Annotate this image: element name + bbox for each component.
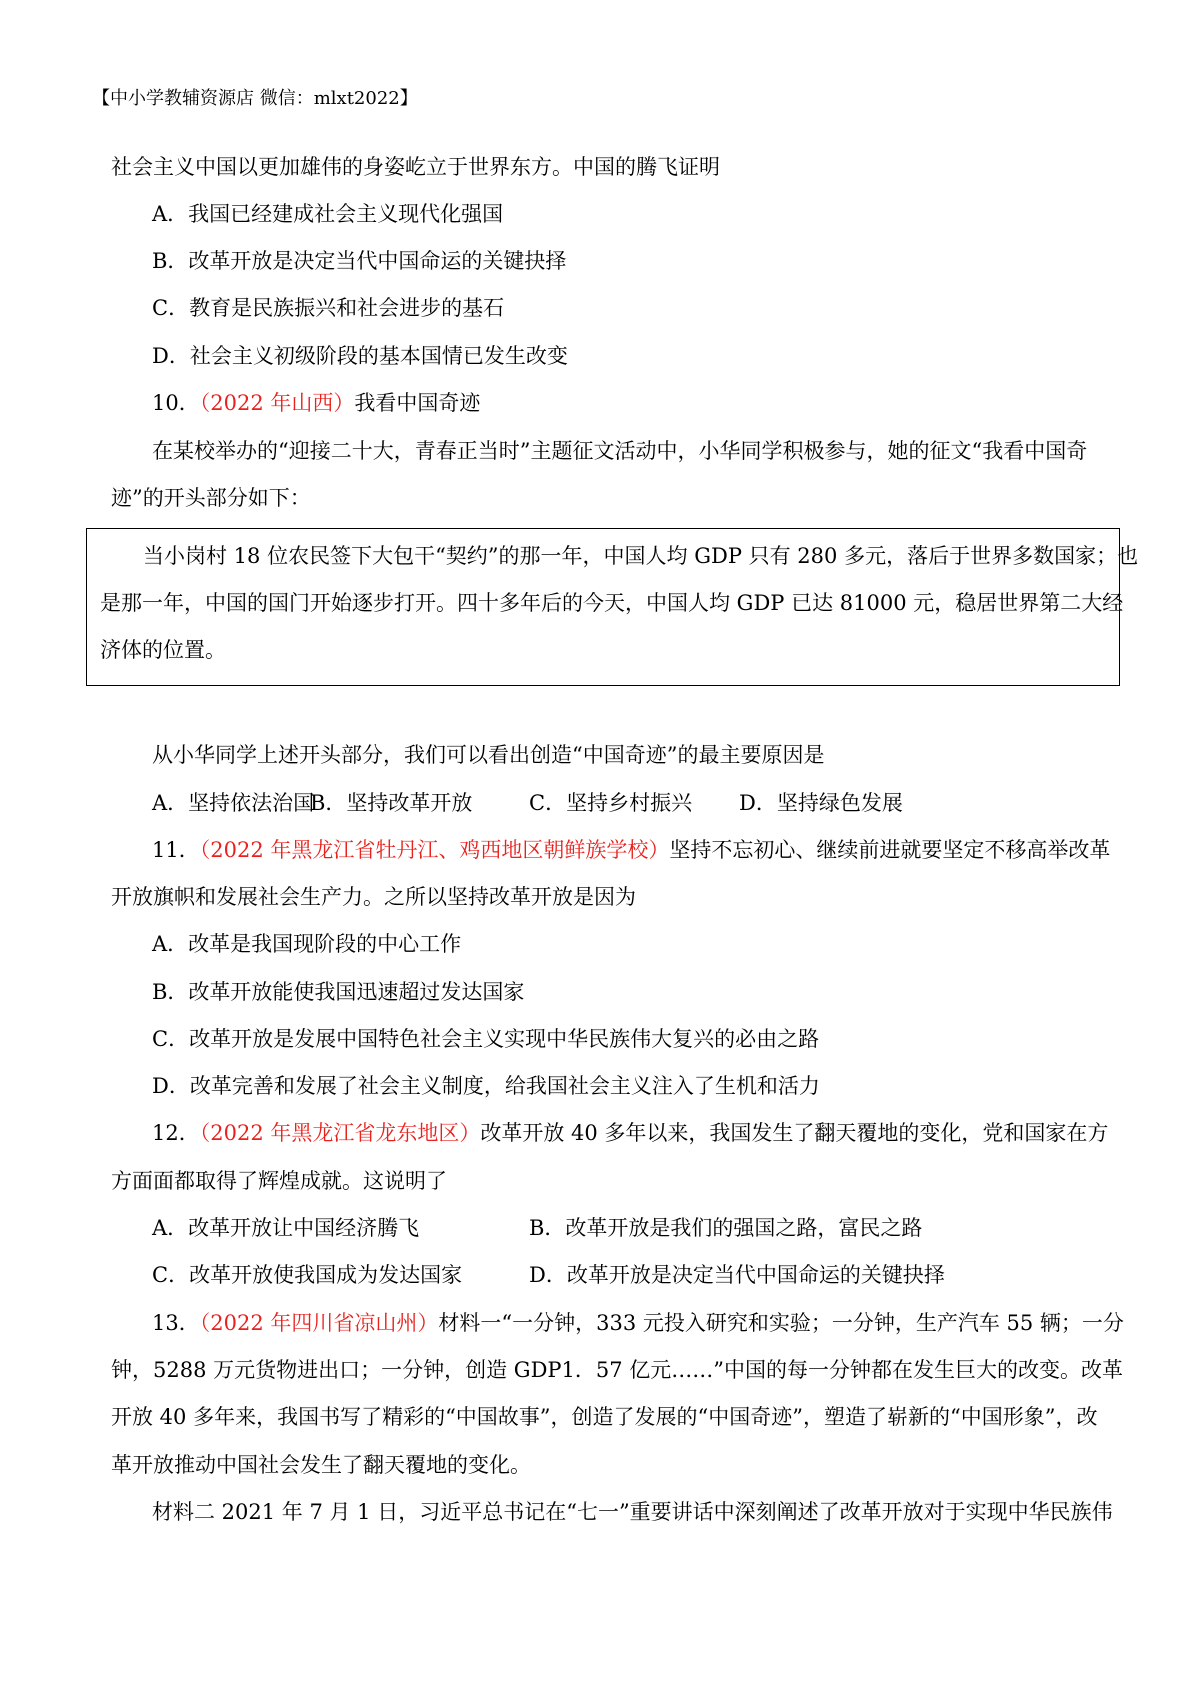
q10-heading: [152, 388, 480, 418]
q11-source: （2022 年黑龙江省牡丹江、鸡西地区朝鲜族学校）: [199, 838, 670, 862]
q12-stem-line1: 改革开放 40 多年以来，我国发生了翻天覆地的变化，党和国家在方: [480, 1121, 1109, 1145]
q13-source: （2022 年四川省凉山州）: [199, 1311, 439, 1335]
q10-option-a: A．坚持依法治国: [152, 791, 315, 815]
q12-option-b: B．改革开放是我们的强国之路，富民之路: [529, 1216, 923, 1240]
q9-option-c: C．教育是民族振兴和社会进步的基石: [152, 296, 505, 320]
q12-option-c: C．改革开放使我国成为发达国家: [152, 1263, 463, 1287]
q10-box-line2: 是那一年，中国的国门开始逐步打开。四十多年后的今天，中国人均 GDP 已达 81000 元，稳居世界第二大经: [100, 591, 1124, 615]
q9-option-d: D．社会主义初级阶段的基本国情已发生改变: [152, 344, 568, 368]
q10-intro-line1: 在某校举办的“迎接二十大，青春正当时”主题征文活动中，小华同学积极参与，她的征文“我看中国奇: [152, 439, 1088, 463]
q13-line1: 材料一“一分钟，333 元投入研究和实验；一分钟，生产汽车 55 辆；一分: [438, 1311, 1124, 1335]
q11-heading: [152, 835, 1110, 865]
q13-line4: 革开放推动中国社会发生了翻天覆地的变化。: [111, 1453, 531, 1477]
q13-line2: 钟，5288 万元货物进出口；一分钟，创造 GDP1．57 亿元……”中国的每一分钟都在发生巨大的改变。改革: [111, 1358, 1124, 1382]
q10-source: （2022 年山西）: [199, 391, 355, 415]
q13-line3: 开放 40 多年来，我国书写了精彩的“中国故事”，创造了发展的“中国奇迹”，塑造了崭新的“中国形象”，改: [111, 1405, 1098, 1429]
q12-number: 12．: [152, 1121, 200, 1145]
q11-stem-line1: 坚持不忘初心、继续前进就要坚定不移高举改革: [669, 838, 1111, 862]
q12-source: （2022 年黑龙江省龙东地区）: [199, 1121, 481, 1145]
q10-box-line3: 济体的位置。: [100, 638, 226, 662]
q11-stem-line2: 开放旗帜和发展社会生产力。之所以坚持改革开放是因为: [111, 885, 636, 909]
q9-option-b: B．改革开放是决定当代中国命运的关键抉择: [152, 249, 567, 273]
q9-option-a: A．我国已经建成社会主义现代化强国: [152, 202, 504, 226]
q13-number: 13．: [152, 1311, 200, 1335]
q10-option-c: C．坚持乡村振兴: [529, 791, 693, 815]
q12-option-a: A．改革开放让中国经济腾飞: [152, 1216, 420, 1240]
q10-intro-line2: 迹”的开头部分如下：: [111, 486, 311, 510]
q10-number: 10．: [152, 391, 200, 415]
q12-heading: [152, 1118, 1108, 1148]
q10-option-d: D．坚持绿色发展: [739, 791, 903, 815]
q10-box-line1: 当小岗村 18 位农民签下大包干“契约”的那一年，中国人均 GDP 只有 280 多元，落后于世界多数国家；也: [143, 544, 1139, 568]
q11-number: 11．: [152, 838, 200, 862]
q11-option-c: C．改革开放是发展中国特色社会主义实现中华民族伟大复兴的必由之路: [152, 1027, 820, 1051]
q11-option-d: D．改革完善和发展了社会主义制度，给我国社会主义注入了生机和活力: [152, 1074, 820, 1098]
q10-title: 我看中国奇迹: [354, 391, 481, 415]
q11-option-b: B．改革开放能使我国迅速超过发达国家: [152, 980, 525, 1004]
q11-option-a: A．改革是我国现阶段的中心工作: [152, 932, 462, 956]
q12-stem-line2: 方面面都取得了辉煌成就。这说明了: [111, 1169, 447, 1193]
q12-option-d: D．改革开放是决定当代中国命运的关键抉择: [529, 1263, 945, 1287]
q13-heading: [152, 1308, 1124, 1338]
q9-stem-tail: 社会主义中国以更加雄伟的身姿屹立于世界东方。中国的腾飞证明: [111, 155, 720, 179]
q10-question: 从小华同学上述开头部分，我们可以看出创造“中国奇迹”的最主要原因是: [152, 743, 825, 767]
q10-option-b: B．坚持改革开放: [310, 791, 473, 815]
q13-line5: 材料二 2021 年 7 月 1 日，习近平总书记在“七一”重要讲话中深刻阐述了改革开放对于实现中华民族伟: [152, 1500, 1113, 1524]
page-header: 【中小学教辅资源店 微信：mlxt2022】: [92, 88, 418, 109]
